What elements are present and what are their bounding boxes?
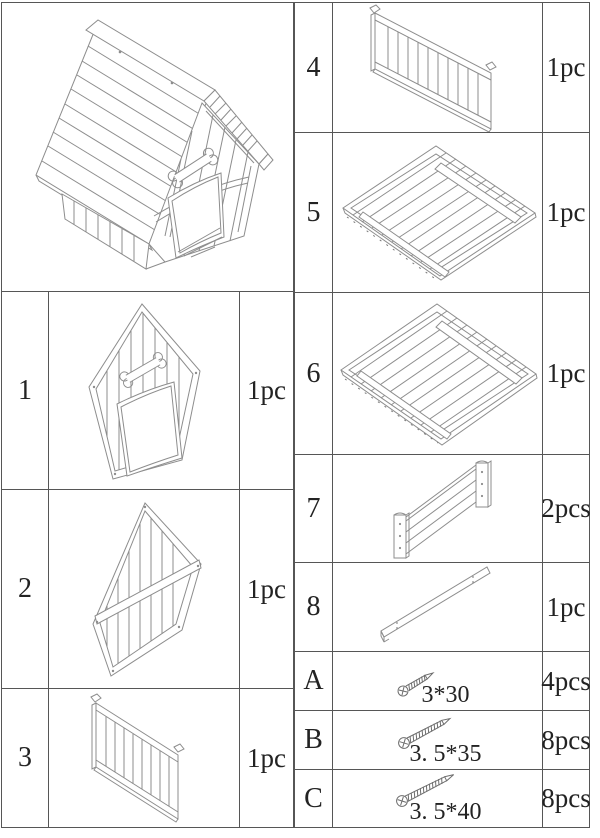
part-5-roof-panel-icon (333, 133, 542, 292)
part-4-slatted-panel-icon (333, 3, 542, 132)
part-number: B (295, 711, 333, 769)
part-number: C (295, 770, 333, 827)
part-number: 8 (295, 563, 333, 651)
part-number: 6 (295, 293, 333, 454)
screw-size-label: 3*30 (421, 682, 470, 708)
part-image-cell (49, 292, 239, 489)
part-quantity: 1pc (239, 689, 293, 827)
part-2-back-panel-icon (49, 490, 239, 688)
table-row-part-1 (2, 292, 293, 490)
table-row-part-4 (295, 3, 589, 133)
assembled-doghouse-cell (2, 3, 293, 292)
part-number: A (295, 652, 333, 710)
table-row-part-5 (295, 133, 589, 293)
table-row-screw-a (295, 652, 589, 711)
part-quantity: 2pcs (542, 455, 589, 562)
part-image-cell (333, 711, 542, 769)
part-number: 4 (295, 3, 333, 132)
part-number: 1 (2, 292, 49, 489)
part-quantity: 1pc (542, 3, 589, 132)
table-row-screw-b (295, 711, 589, 770)
screw-size-label: 3. 5*40 (409, 799, 482, 825)
part-quantity: 1pc (239, 490, 293, 688)
right-table (294, 2, 590, 828)
part-image-cell (333, 770, 542, 827)
part-image-cell (333, 3, 542, 132)
left-table (1, 2, 294, 828)
part-number: 3 (2, 689, 49, 827)
part-8-trim-plank-icon (333, 563, 542, 651)
part-quantity: 8pcs (542, 711, 589, 769)
part-image-cell (333, 652, 542, 710)
part-image-cell (333, 133, 542, 292)
part-number: 2 (2, 490, 49, 688)
part-image-cell (333, 563, 542, 651)
part-quantity: 8pcs (542, 770, 589, 827)
table-row-screw-c (295, 770, 589, 827)
table-row-part-6 (295, 293, 589, 455)
part-3-slatted-panel-icon (49, 689, 239, 827)
table-row-part-3 (2, 689, 293, 827)
screw-size-label: 3. 5*35 (409, 741, 482, 767)
table-row-part-8 (295, 563, 589, 652)
assembled-doghouse-icon (2, 4, 293, 291)
part-quantity: 1pc (542, 563, 589, 651)
part-image-cell (333, 455, 542, 562)
part-image-cell (49, 689, 239, 827)
part-1-front-panel-icon (49, 292, 239, 489)
part-image-cell (49, 490, 239, 688)
part-number: 5 (295, 133, 333, 292)
part-7-side-rail-panel-icon (333, 455, 542, 562)
part-quantity: 1pc (239, 292, 293, 489)
table-row-part-2 (2, 490, 293, 689)
part-quantity: 1pc (542, 133, 589, 292)
part-image-cell (333, 293, 542, 454)
part-quantity: 1pc (542, 293, 589, 454)
part-6-roof-panel-icon (333, 293, 542, 454)
table-row-part-7 (295, 455, 589, 563)
part-quantity: 4pcs (542, 652, 589, 710)
part-number: 7 (295, 455, 333, 562)
